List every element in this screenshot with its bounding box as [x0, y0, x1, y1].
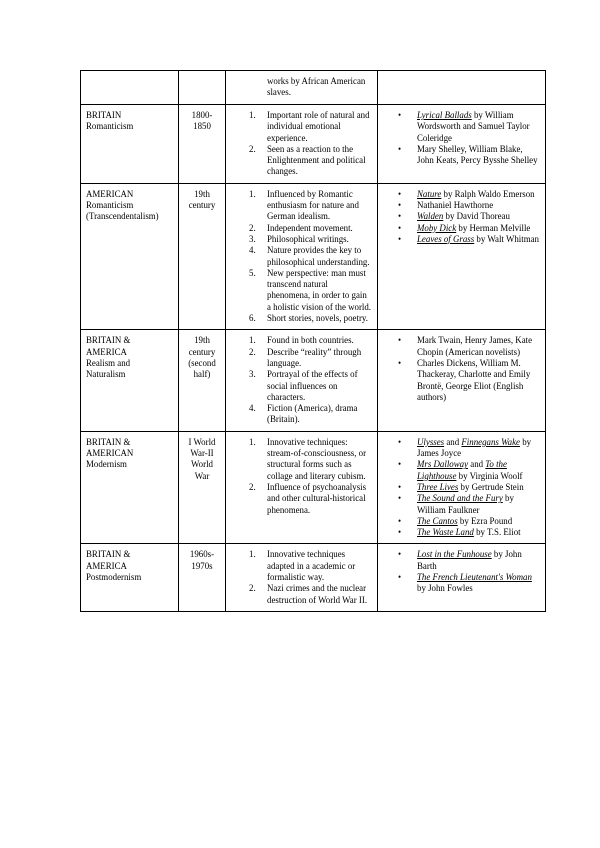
author-item: [383, 549, 540, 572]
feature-text: Short stories, novels, poetry.: [267, 313, 368, 324]
feature-number: 2.: [249, 222, 256, 233]
feature-number: 5.: [249, 267, 256, 278]
feature-number: 1.: [249, 335, 256, 346]
features-cell: [226, 71, 378, 105]
work-title: The Sound and the Fury: [417, 493, 503, 504]
author-item: [383, 223, 540, 234]
author-text: and: [444, 436, 462, 447]
author-text: by Virginia Woolf: [456, 470, 523, 481]
feature-number: 1.: [249, 110, 256, 120]
author-text: by T.S. Eliot: [473, 527, 521, 538]
movement-name-line: Romanticism: [86, 200, 134, 211]
authors-list: [383, 437, 540, 539]
authors-cell: [378, 105, 546, 184]
author-text: by James Joyce: [417, 436, 532, 459]
author-text: by Ralph Waldo Emerson: [441, 188, 535, 199]
features-cell: [226, 183, 378, 330]
movement-name-line: AMERICAN: [86, 448, 134, 459]
feature-number: 6.: [249, 313, 256, 324]
author-text: Mary Shelley, William Blake, John Keats, Percy Bysshe Shelley: [417, 143, 538, 166]
feature-text: Describe “reality” through language.: [267, 346, 362, 368]
work-title: To the Lighthouse: [417, 459, 507, 481]
movement-name-line: AMERICA: [86, 346, 127, 357]
feature-number: 2.: [249, 143, 256, 154]
features-cell: [226, 330, 378, 431]
features-list: [231, 437, 372, 516]
movement-name-line: Realism and: [86, 357, 131, 368]
period-cell: 1960s-1970s: [179, 544, 226, 611]
table-row: [81, 183, 546, 330]
work-title: Moby Dick: [417, 222, 457, 233]
feature-item: [231, 110, 372, 144]
author-text: Mark Twain, Henry James, Kate Chopin (American novelists): [417, 335, 533, 357]
feature-text: Innovative techniques adapted in a academic or formalistic way.: [267, 549, 356, 582]
author-text: by William Faulkner: [417, 493, 514, 515]
features-list: [231, 549, 372, 605]
work-title: Lost in the Funhouse: [417, 549, 492, 560]
authors-cell: [378, 431, 546, 544]
period-cell: 1800-1850: [179, 105, 226, 184]
work-title: Mrs Dalloway: [417, 459, 469, 470]
feature-item: [231, 403, 372, 426]
feature-item: [231, 482, 372, 516]
feature-item: [231, 549, 372, 583]
period-cell: I World War-II World War: [179, 431, 226, 544]
table-row-continued: [81, 71, 546, 105]
author-item: [383, 358, 540, 403]
author-item: [383, 527, 540, 538]
feature-item: [231, 583, 372, 606]
feature-text: Fiction (America), drama (Britain).: [267, 403, 358, 425]
feature-text: Seen as a reaction to the Enlightenment and political changes.: [267, 143, 366, 177]
features-list: [231, 110, 372, 178]
feature-item: [231, 234, 372, 245]
movement-name-line: Romanticism: [86, 121, 134, 132]
features-cell: [226, 544, 378, 611]
feature-item: [231, 313, 372, 324]
author-item: [383, 144, 540, 167]
author-item: [383, 516, 540, 527]
feature-text: Nature provides the key to philosophical understanding.: [267, 245, 370, 267]
feature-number: 1.: [249, 549, 256, 560]
movement-cell: [81, 330, 179, 431]
movement-cell: [81, 431, 179, 544]
author-item: [383, 437, 540, 460]
authors-list: [383, 110, 540, 166]
feature-text: Influence of psychoanalysis and other cultural-historical phenomena.: [267, 481, 367, 515]
author-item: [383, 335, 540, 358]
work-title: The French Lieutenant's Woman: [417, 571, 532, 582]
author-item: [383, 200, 540, 211]
authors-cell: [378, 71, 546, 105]
author-item: [383, 572, 540, 595]
author-text: by William Wordsworth and Samuel Taylor Coleridge: [417, 110, 530, 143]
movement-name-line: BRITAIN &: [86, 436, 131, 447]
authors-list: [383, 189, 540, 245]
feature-text: Nazi crimes and the nuclear destruction of World War II.: [267, 583, 368, 605]
authors-cell: [378, 330, 546, 431]
movement-name-line: (Transcendentalism): [86, 211, 159, 222]
movement-name-line: AMERICAN: [86, 188, 134, 199]
authors-cell: [378, 183, 546, 330]
features-list: [231, 335, 372, 425]
feature-number: 2.: [249, 481, 256, 492]
author-text: by Ezra Pound: [457, 515, 513, 526]
features-continuation: works by African American slaves.: [267, 76, 366, 98]
table-row: [81, 544, 546, 611]
author-item: [383, 493, 540, 516]
author-text: Charles Dickens, William M. Thackeray, Charlotte and Emily Brontë, George Eliot (English authors): [417, 357, 531, 402]
work-title: Walden: [417, 211, 444, 222]
author-item: [383, 234, 540, 245]
feature-text: New perspective: man must transcend natural phenomena, in order to gain a holistic vision of the world.: [267, 267, 372, 312]
author-text: by Gertrude Stein: [458, 481, 524, 492]
period-cell: 19th century (second half): [179, 330, 226, 431]
work-title: Ulysses: [417, 436, 445, 447]
feature-item: [231, 144, 372, 178]
period-cell: 19th century: [179, 183, 226, 330]
movement-name-line: BRITAIN &: [86, 549, 131, 560]
movement-name-line: AMERICA: [86, 560, 127, 571]
author-item: [383, 211, 540, 222]
authors-list: [383, 549, 540, 594]
movement-cell: [81, 544, 179, 611]
feature-number: 1.: [249, 436, 256, 447]
features-cell: [226, 431, 378, 544]
movement-name-line: Naturalism: [86, 369, 126, 380]
author-item: [383, 482, 540, 493]
author-item: [383, 459, 540, 482]
literature-table: [80, 70, 546, 612]
feature-item: [231, 335, 372, 346]
authors-cell: [378, 544, 546, 611]
author-item: [383, 189, 540, 200]
author-text: by David Thoreau: [443, 211, 510, 222]
feature-item: [231, 268, 372, 313]
author-text: by Herman Melville: [456, 222, 531, 233]
work-title: Lyrical Ballads: [417, 110, 472, 120]
table-row: [81, 105, 546, 184]
period-cell: [179, 71, 226, 105]
feature-item: [231, 223, 372, 234]
work-title: The Cantos: [417, 515, 458, 526]
feature-number: 3.: [249, 369, 256, 380]
work-title: Three Lives: [417, 481, 459, 492]
author-text: by John Fowles: [417, 583, 473, 594]
feature-number: 2.: [249, 346, 256, 357]
work-title: The Waste Land: [417, 527, 474, 538]
work-title: Leaves of Grass: [417, 233, 475, 244]
feature-number: 4.: [249, 245, 256, 256]
author-item: [383, 110, 540, 144]
feature-text: Portrayal of the effects of social influences on characters.: [267, 369, 358, 402]
movement-name-line: BRITAIN &: [86, 335, 131, 346]
authors-list: [383, 335, 540, 403]
feature-item: [231, 245, 372, 268]
author-text: and: [468, 459, 486, 470]
movement-cell: [81, 105, 179, 184]
feature-number: 1.: [249, 188, 256, 199]
features-list: [231, 189, 372, 325]
feature-number: 4.: [249, 403, 256, 414]
features-cell: [226, 105, 378, 184]
feature-item: [231, 347, 372, 370]
movement-name-line: BRITAIN: [86, 110, 122, 120]
feature-text: Influenced by Romantic enthusiasm for nature and German idealism.: [267, 188, 359, 222]
movement-name-line: Postmodernism: [86, 571, 142, 582]
feature-number: 3.: [249, 233, 256, 244]
movement-cell: [81, 183, 179, 330]
work-title: Nature: [417, 188, 442, 199]
author-text: Nathaniel Hawthorne: [417, 200, 494, 211]
feature-item: [231, 189, 372, 223]
feature-text: Found in both countries.: [267, 335, 354, 346]
feature-item: [231, 437, 372, 482]
table-row: [81, 431, 546, 544]
author-text: by Walt Whitman: [474, 233, 539, 244]
feature-text: Innovative techniques: stream-of-consciousness, or structural forms such as collage and literary cubism.: [267, 436, 367, 481]
feature-item: [231, 369, 372, 403]
table-row: [81, 330, 546, 431]
work-title: Finnegans Wake: [461, 436, 520, 447]
feature-text: Independent movement.: [267, 222, 353, 233]
feature-text: Philosophical writings.: [267, 233, 349, 244]
feature-number: 2.: [249, 583, 256, 594]
movement-name-line: Modernism: [86, 459, 127, 470]
author-text: by John Barth: [417, 549, 522, 571]
movement-cell: [81, 71, 179, 105]
feature-text: Important role of natural and individual emotional experience.: [267, 110, 370, 143]
